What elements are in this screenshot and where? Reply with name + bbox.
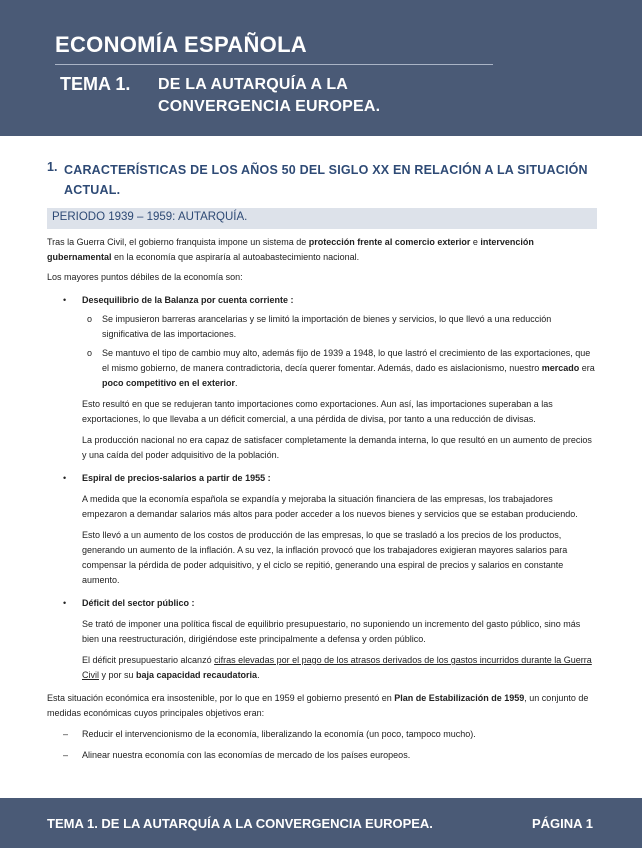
sub-list <box>82 312 597 391</box>
item-title: Desequilibrio de la Balanza por cuenta corriente : <box>82 295 294 305</box>
paragraph: Se trató de imponer una política fiscal de equilibrio presupuestario, no suponiendo un incremento del gasto público, sino más bien una reestructuración, dirigiéndose este principalmente a defensa y orden público. <box>82 619 581 644</box>
tema-subtitle <box>158 74 380 118</box>
paragraph: Esto llevó a un aumento de los costos de producción de las empresas, lo que se trasladó a los precios de los productos, generando un aumento de la inflación. A su vez, la inflación provocó que los trabajadores exigieran mayores salarios para compensar la pérdida de poder adquisitivo, y el ciclo se repitió, generando una espiral de precios y salarios en constante aumento. <box>82 530 568 585</box>
paragraph: El déficit presupuestario alcanzó cifras elevadas por el pago de los atrasos derivados de los gastos incurridos durante la Guerra Civil y por su baja capacidad recaudatoria. <box>82 655 592 680</box>
main-content <box>47 160 597 769</box>
document-title: ECONOMÍA ESPAÑOLA <box>55 32 307 57</box>
list-item-deficit <box>47 596 597 683</box>
list-item: – Reducir el intervencionismo de la economía, liberalizando la economía (un poco, tampoco mucho). <box>47 727 597 742</box>
sub-list-item: o Se mantuvo el tipo de cambio muy alto, además fijo de 1939 a 1948, lo que lastró el crecimiento de las exportaciones, que el mismo gobierno, de manera contradictoria, decía querer fomentar. Además, dado es aislacionismo, nuestro mercado era poco competitivo en el exterior. <box>87 348 595 388</box>
paragraph: A medida que la economía española se expandía y mejoraba la situación financiera de las empresas, los trabajadores empezaron a demandar salarios más altos para poder acceder a los nuevos bienes y servicios que se estaban produciendo. <box>82 494 578 519</box>
page-number: PÁGINA 1 <box>532 816 593 831</box>
header-divider <box>55 64 493 65</box>
section-title <box>64 160 597 200</box>
page-footer <box>0 798 642 848</box>
tema-subtitle-line2: CONVERGENCIA EUROPEA. <box>158 98 381 115</box>
item-title: Espiral de precios-salarios a partir de 1955 : <box>82 473 271 483</box>
period-banner: PERIODO 1939 – 1959: AUTARQUÍA. <box>47 208 597 229</box>
list-item-espiral <box>47 471 597 588</box>
sub-bullet-icon: o <box>87 314 93 324</box>
list-item: – Alinear nuestra economía con las economías de mercado de los países europeos. <box>47 748 597 763</box>
page-header <box>0 0 642 136</box>
paragraph: La producción nacional no era capaz de satisfacer completamente la demanda interna, lo que resultó en un aumento de precios y una caída del poder adquisitivo de la población. <box>82 435 592 460</box>
dash-icon: – <box>63 750 69 760</box>
intro-paragraph: Tras la Guerra Civil, el gobierno franquista impone un sistema de protección frente al comercio exterior e intervención gubernamental en la economía que aspiraría al autoabastecimiento nacional. <box>47 237 534 262</box>
sub-list-item: o Se impusieron barreras arancelarias y se limitó la importación de bienes y servicios, lo que llevó a una reducción significativa de las importaciones. <box>87 314 552 339</box>
bullet-icon: • <box>63 598 67 608</box>
list-item-balanza <box>47 293 597 463</box>
tema-label: TEMA 1. <box>60 74 131 94</box>
section-title-line2: ACTUAL. <box>64 183 121 197</box>
bullet-icon: • <box>63 295 67 305</box>
bullet-icon: • <box>63 473 67 483</box>
dash-icon: – <box>63 729 69 739</box>
item-title: Déficit del sector público : <box>82 598 195 608</box>
paragraph: Esto resultó en que se redujeran tanto importaciones como exportaciones. Aun así, las importaciones superaban a las exportaciones, lo que llevaba a un déficit comercial, a una pérdida de divisa, por tanto a una reducción de divisas. <box>82 399 553 424</box>
closing-paragraph: Esta situación económica era insostenible, por lo que en 1959 el gobierno presentó en Plan de Estabilización de 1959, un conjunto de medidas económicas cuyos principales objetivos eran: <box>47 693 589 718</box>
weak-points-list <box>47 293 597 683</box>
weak-points-lead: Los mayores puntos débiles de la economía son: <box>47 272 243 282</box>
section-heading <box>47 160 597 200</box>
section-number: 1. <box>47 160 58 174</box>
section-title-line1: CARACTERÍSTICAS DE LOS AÑOS 50 DEL SIGLO XX EN RELACIÓN A LA SITUACIÓN <box>64 163 588 177</box>
footer-title: TEMA 1. DE LA AUTARQUÍA A LA CONVERGENCIA EUROPEA. <box>47 816 433 831</box>
objectives-list <box>47 727 597 763</box>
sub-bullet-icon: o <box>87 348 93 358</box>
tema-subtitle-line1: DE LA AUTARQUÍA A LA <box>158 76 349 93</box>
